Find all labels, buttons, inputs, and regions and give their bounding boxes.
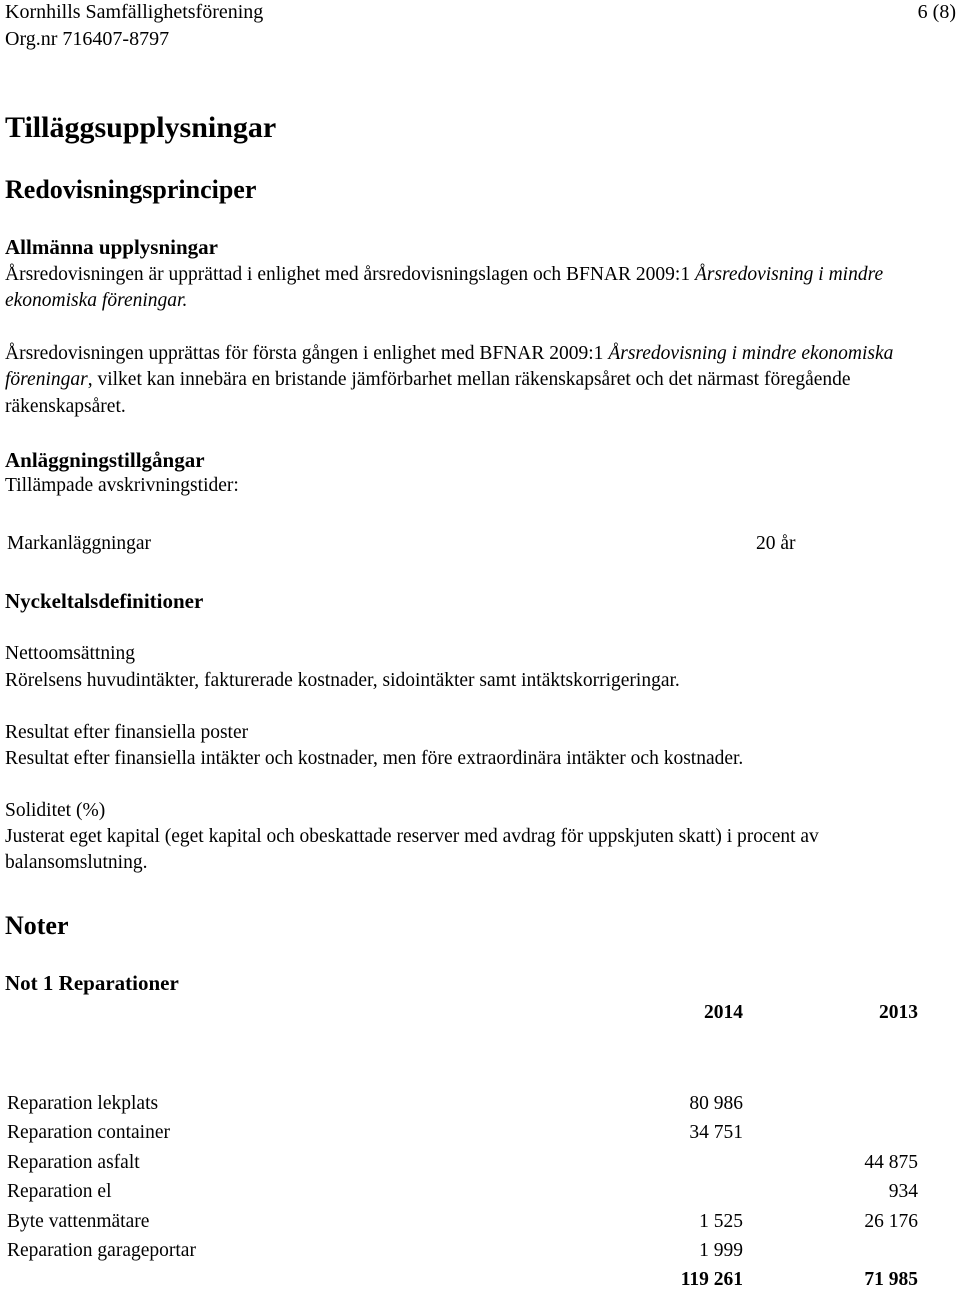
subheading-general-info: Allmänna upplysningar xyxy=(5,235,218,259)
subheading-fixed-assets: Anläggningstillgångar xyxy=(5,448,205,472)
general-info-paragraph-1: Årsredovisningen är upprättad i enlighet med årsredovisningslagen och BFNAR 2009:1 Årsredovisning i mindre ekonomiska föreningar. xyxy=(5,264,884,312)
column-header-2014: 2014 xyxy=(704,1002,743,1023)
asset-name: Markanläggningar xyxy=(7,533,152,554)
row-value-2013: 26 176 xyxy=(864,1211,918,1232)
asset-period: 20 år xyxy=(756,533,796,554)
row-label: Reparation garageportar xyxy=(7,1240,196,1261)
row-value-2014: 1 999 xyxy=(699,1240,743,1261)
column-header-2013: 2013 xyxy=(879,1002,918,1023)
page-number: 6 (8) xyxy=(917,1,956,23)
organization-number: Org.nr 716407-8797 xyxy=(5,28,170,50)
row-value-2013: 934 xyxy=(888,1181,918,1202)
page-title: Tilläggsupplysningar xyxy=(5,111,277,144)
row-label: Reparation asfalt xyxy=(7,1152,140,1173)
general-info-paragraph-2: Årsredovisningen upprättas för första gången i enlighet med BFNAR 2009:1 Årsredovisning i mindre ekonomiska föreningar, vilket kan innebära en bristande jämförbarhet mellan räkenskapsåret och det närmast föregående räkenskapsåret. xyxy=(5,343,894,417)
net-sales-term: Nettoomsättning xyxy=(5,643,135,664)
row-value-2014: 80 986 xyxy=(689,1093,743,1114)
row-value-2013: 44 875 xyxy=(864,1152,918,1173)
note-1-title: Not 1 Reparationer xyxy=(5,971,179,995)
solidity-term: Soliditet (%) xyxy=(5,800,106,821)
row-label: Reparation container xyxy=(7,1122,170,1143)
row-value-2014: 34 751 xyxy=(689,1122,743,1143)
organization-name: Kornhills Samfällighetsförening xyxy=(5,1,264,23)
subheading-key-ratios: Nyckeltalsdefinitioner xyxy=(5,589,204,613)
total-2014: 119 261 xyxy=(680,1269,743,1290)
row-value-2014: 1 525 xyxy=(699,1211,743,1232)
result-definition: Resultat efter finansiella intäkter och kostnader, men före extraordinära intäkter och kostnader. xyxy=(5,748,744,769)
result-term: Resultat efter finansiella poster xyxy=(5,722,249,743)
section-heading-notes: Noter xyxy=(5,911,69,940)
depreciation-label: Tillämpade avskrivningstider: xyxy=(5,475,239,496)
row-label: Reparation lekplats xyxy=(7,1093,159,1114)
row-label: Byte vattenmätare xyxy=(7,1211,150,1232)
solidity-definition: Justerat eget kapital (eget kapital och obeskattade reserver med avdrag för uppskjuten skatt) i procent av balansomslutning. xyxy=(5,826,819,874)
net-sales-definition: Rörelsens huvudintäkter, fakturerade kostnader, sidointäkter samt intäktskorrigeringar. xyxy=(5,670,680,691)
section-heading-accounting-principles: Redovisningsprinciper xyxy=(5,175,257,204)
row-label: Reparation el xyxy=(7,1181,112,1202)
total-2013: 71 985 xyxy=(864,1269,918,1290)
